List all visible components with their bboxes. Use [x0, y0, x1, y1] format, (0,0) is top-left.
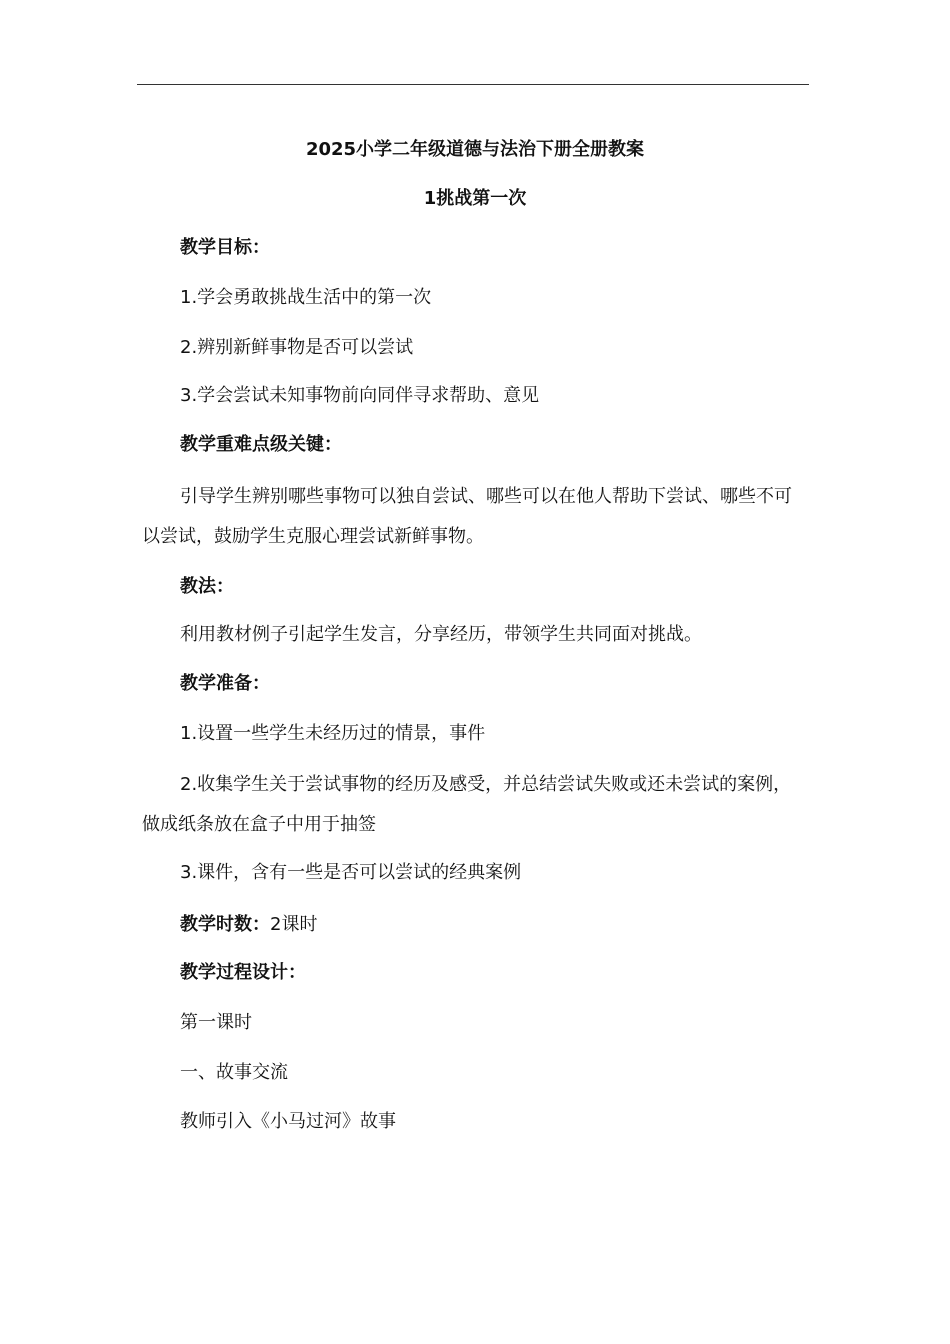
prep-heading: 教学准备：: [180, 673, 270, 694]
header-rule: [137, 84, 809, 85]
method-heading: 教法：: [180, 576, 234, 597]
goal-item-2: 2.辨别新鲜事物是否可以尝试: [180, 337, 414, 358]
lesson-title: 1挑战第一次: [423, 188, 527, 209]
prep-item-3: 3.课件，含有一些是否可以尝试的经典案例: [180, 862, 522, 883]
goals-heading: 教学目标：: [180, 237, 270, 258]
method-paragraph: 利用教材例子引起学生发言，分享经历，带领学生共同面对挑战。: [180, 624, 702, 645]
key-points-paragraph: 引导学生辨别哪些事物可以独自尝试、哪些可以在他人帮助下尝试、哪些不可以尝试，鼓励学生克服心理尝试新鲜事物。: [142, 486, 792, 547]
teaching-hours-value: 2课时: [270, 914, 318, 935]
key-points-heading: 教学重难点级关键：: [180, 434, 342, 455]
first-lesson-label: 第一课时: [180, 1012, 252, 1033]
teaching-hours: [180, 913, 317, 937]
goal-item-3: 3.学会尝试未知事物前向同伴寻求帮助、意见: [180, 385, 540, 406]
document-title: 2025小学二年级道德与法治下册全册教案: [305, 139, 645, 160]
process-heading: 教学过程设计：: [180, 962, 306, 983]
teaching-hours-label: 教学时数：: [180, 914, 270, 935]
story-intro: 教师引入《小马过河》故事: [180, 1111, 396, 1132]
goal-item-1: 1.学会勇敢挑战生活中的第一次: [180, 287, 432, 308]
section-heading-1: 一、故事交流: [180, 1062, 288, 1083]
prep-item-2: 2.收集学生关于尝试事物的经历及感受，并总结尝试失败或还未尝试的案例，做成纸条放在盒子中用于抽签: [142, 774, 792, 835]
prep-item-1: 1.设置一些学生未经历过的情景，事件: [180, 723, 486, 744]
